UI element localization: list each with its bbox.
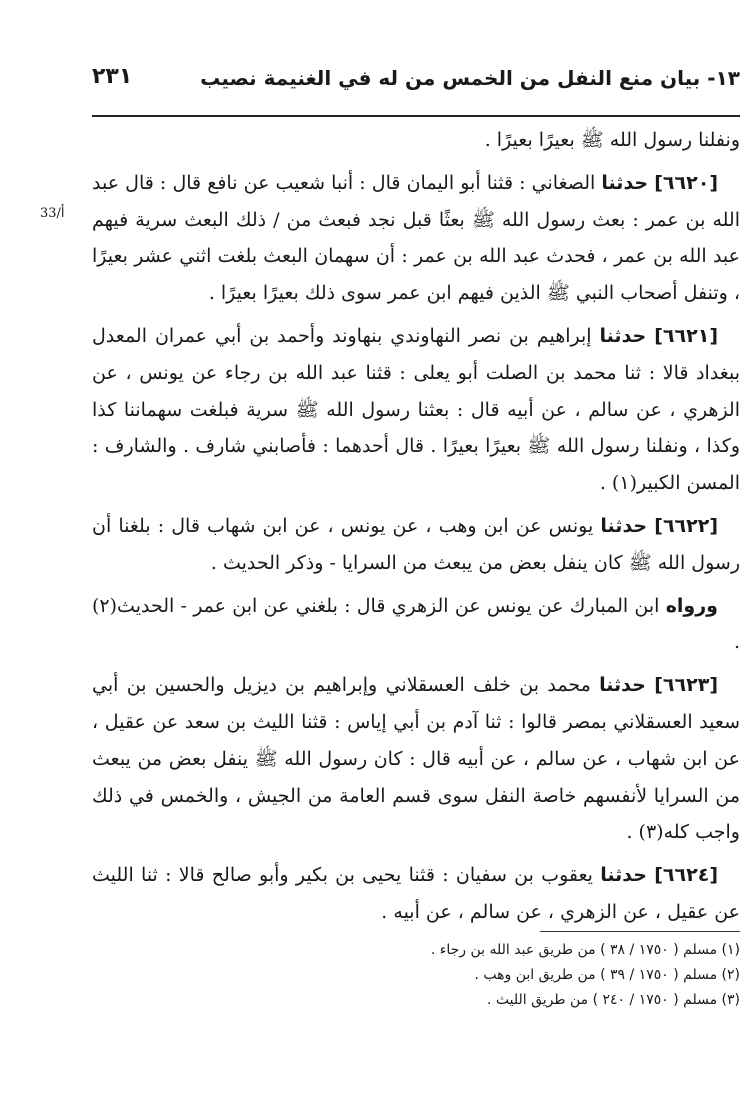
paragraph-text: إبراهيم بن نصر النهاوندي بنهاوند وأحمد بن أبي عمران المعدل ببغداد قالا : ثنا محمد بن الصلت أبو يعلى : قثنا عبد الله بن رجاء عن يونس ، عن الزهري ، عن سالم ، عن أبيه قال : بعثنا رسول الله ﷺ سرية فبلغت سهماننا كذا وكذا ، ونفلنا رسول الله ﷺ بعيرًا بعيرًا . قال أحدهما : فأصابني شارف . والشارف : المسن الكبير(١) . xyxy=(92,324,740,495)
hadith-paragraph xyxy=(92,165,740,312)
paragraph-continuation xyxy=(92,122,740,159)
paragraph-text: يعقوب بن سفيان : قثنا يحيى بن بكير وأبو صالح قالا : ثنا الليث عن عقيل ، عن الزهري ، عن سالم ، عن أبيه . xyxy=(92,864,740,923)
paragraph-text: ابن المبارك عن يونس عن الزهري قال : بلغني عن ابن عمر - الحديث(٢) . xyxy=(92,594,740,654)
hadith-number: [٦٦٢١] xyxy=(654,324,718,347)
main-text xyxy=(92,122,740,937)
hadith-paragraph xyxy=(92,318,740,502)
hadith-lead-word: حدثنا xyxy=(601,171,649,194)
footnote: (٢) مسلم ( ١٧٥٠ / ٣٩ ) من طريق ابن وهب . xyxy=(474,967,740,983)
hadith-lead-word: ورواه xyxy=(665,594,718,617)
hadith-paragraph xyxy=(92,857,740,931)
page-header xyxy=(92,62,740,102)
footnote-divider xyxy=(540,931,740,932)
hadith-lead-word: حدثنا xyxy=(599,674,646,697)
paragraph-text: يونس عن ابن وهب ، عن يونس ، عن ابن شهاب قال : بلغنا أن رسول الله ﷺ كان ينفل بعض من يبعث من السرايا - وذكر الحديث . xyxy=(92,514,740,574)
hadith-lead-word: حدثنا xyxy=(600,514,648,537)
footnotes xyxy=(92,938,740,1013)
paragraph-text: محمد بن خلف العسقلاني وإبراهيم بن ديزيل والحسين بن أبي سعيد العسقلاني بمصر قالوا : ثنا آدم بن أبي إياس : قثنا الليث بن سعد عن عقيل ، عن ابن شهاب ، عن سالم ، عن أبيه قال : كان رسول الله ﷺ ينفل بعض من يبعث من السرايا لأنفسهم خاصة النفل سوى قسم العامة من الجيش ، والخمس في ذلك واجب كله(٣) . xyxy=(92,674,740,844)
footnote: (٣) مسلم ( ١٧٥٠ / ٢٤٠ ) من طريق الليث . xyxy=(486,992,740,1008)
hadith-number: [٦٦٢٠] xyxy=(654,171,718,194)
chapter-title: ١٣- بيان منع النفل من الخمس من له في الغنيمة نصيب xyxy=(200,66,740,90)
riwaya-paragraph xyxy=(92,588,740,662)
hadith-number: [٦٦٢٢] xyxy=(654,514,719,537)
paragraph-text: ونفلنا رسول الله ﷺ بعيرًا بعيرًا . xyxy=(484,129,740,151)
footnote: (١) مسلم ( ١٧٥٠ / ٣٨ ) من طريق عبد الله بن رجاء . xyxy=(430,942,740,958)
hadith-lead-word: حدثنا xyxy=(600,864,647,887)
hadith-paragraph xyxy=(92,667,740,851)
hadith-number: [٦٦٢٣] xyxy=(654,674,718,697)
paragraph-text: الصغاني : قثنا أبو اليمان قال : أنبا شعيب عن نافع قال : قال عبد الله بن عمر : بعث رسول الله ﷺ بعثًا قبل نجد فبعث من / ذلك البعث سرية فيهم عبد الله بن عمر ، فحدث عبد الله بن عمر : أن سهمان البعث بلغت اثني عشر بعيرًا ، وتنفل أصحاب النبي ﷺ الذين فيهم ابن عمر سوى ذلك بعيرًا بعيرًا . xyxy=(92,171,740,305)
hadith-number: [٦٦٢٤] xyxy=(654,864,718,887)
manuscript-folio-note: 33/أ xyxy=(40,206,65,221)
header-divider xyxy=(92,115,740,117)
page-number: ٢٣١ xyxy=(92,64,133,89)
hadith-paragraph xyxy=(92,508,740,582)
hadith-lead-word: حدثنا xyxy=(599,324,647,347)
